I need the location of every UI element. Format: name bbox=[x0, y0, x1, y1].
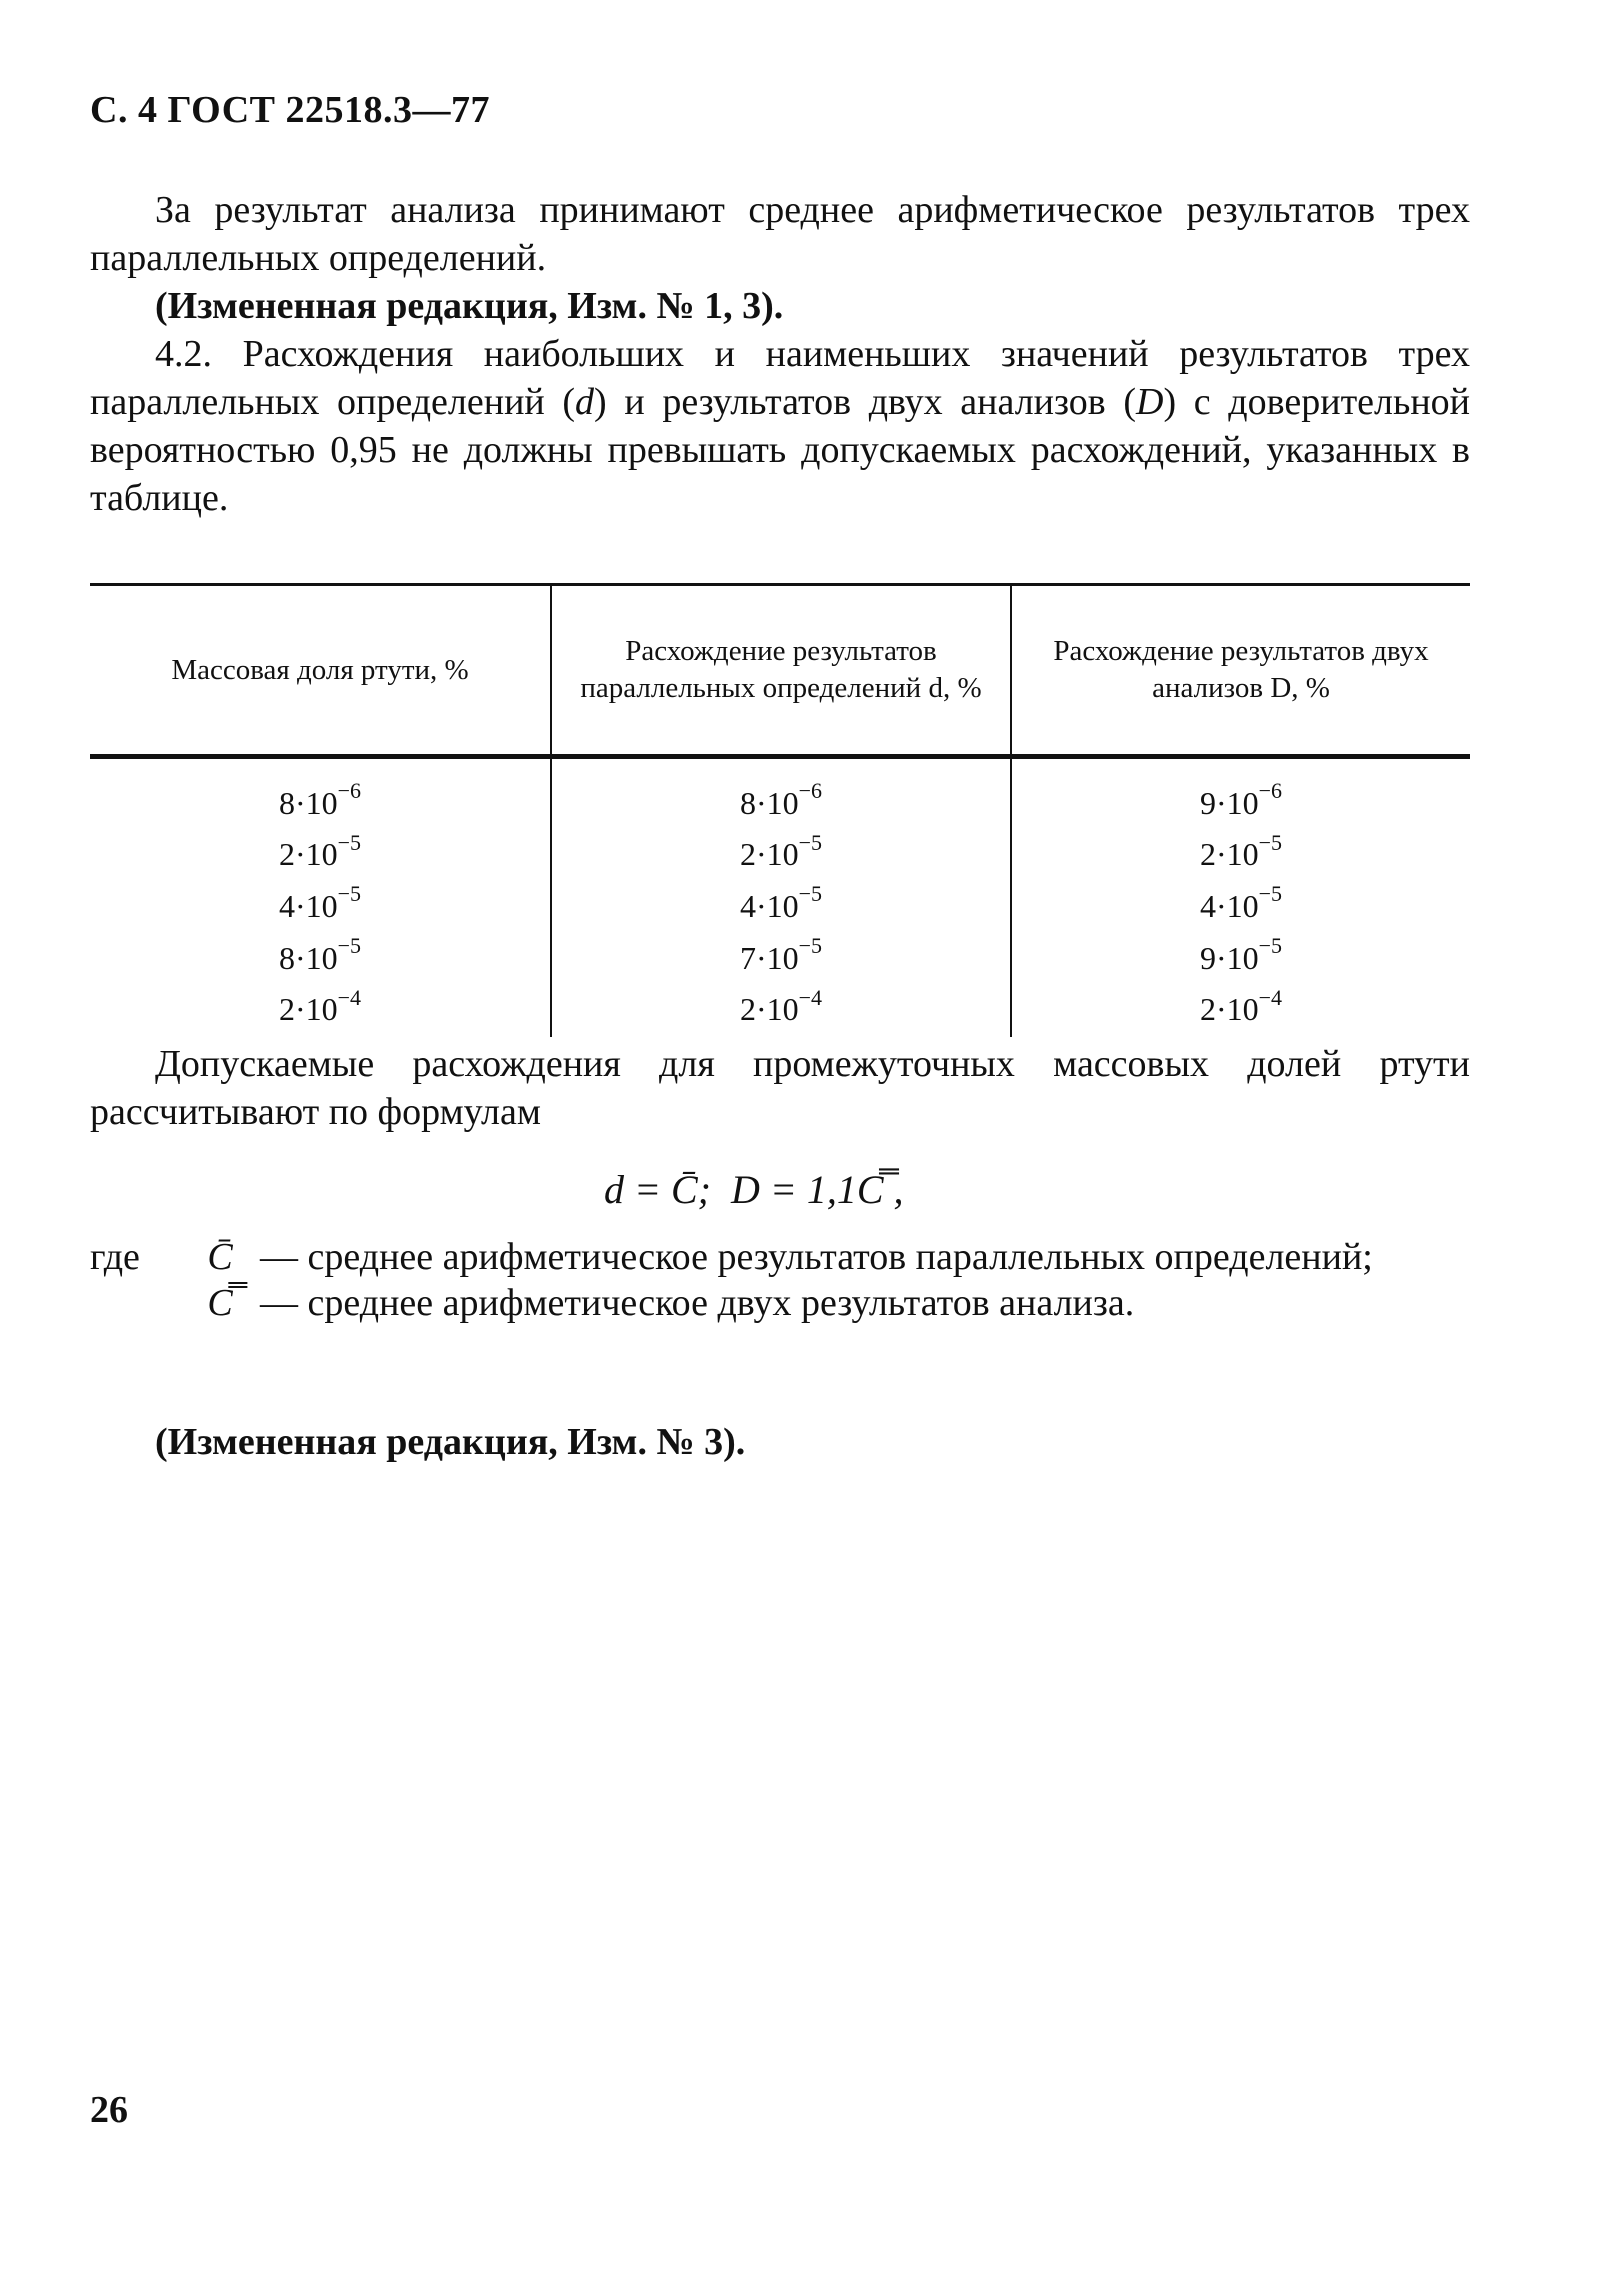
clause-4-2 bbox=[90, 330, 1470, 522]
mantissa: 9·10 bbox=[1199, 939, 1259, 976]
table-row bbox=[90, 757, 1470, 825]
table-row bbox=[90, 980, 1470, 1038]
exponent: −5 bbox=[1258, 829, 1283, 855]
table-cell bbox=[1011, 876, 1470, 928]
table-cell bbox=[1011, 980, 1470, 1038]
result-paragraph-block bbox=[90, 186, 1470, 522]
table-cell bbox=[1011, 928, 1470, 980]
symbol-D: D bbox=[1136, 381, 1164, 423]
definition-symbol: C̿ bbox=[207, 1282, 233, 1324]
table-cell bbox=[90, 757, 551, 825]
exponent: −4 bbox=[337, 984, 362, 1010]
scientific-value bbox=[739, 778, 823, 821]
table-header-row bbox=[90, 585, 1470, 757]
mantissa: 4·10 bbox=[739, 887, 799, 924]
exponent: −5 bbox=[337, 932, 362, 958]
header-mass-fraction: Массовая доля ртути, % bbox=[90, 585, 551, 757]
mantissa: 2·10 bbox=[278, 991, 338, 1028]
scientific-value bbox=[1199, 984, 1283, 1028]
exponent: −5 bbox=[337, 829, 362, 855]
exponent: −4 bbox=[1258, 984, 1283, 1010]
scientific-value bbox=[1199, 932, 1283, 976]
mantissa: 8·10 bbox=[739, 784, 799, 821]
mantissa: 4·10 bbox=[1199, 887, 1259, 924]
mantissa: 2·10 bbox=[278, 836, 338, 873]
header-analysis-discrepancy: Расхождение результатов двух анализов D, % bbox=[1011, 585, 1470, 757]
table-cell bbox=[1011, 825, 1470, 877]
definitions bbox=[90, 1234, 1470, 1326]
table-cell bbox=[90, 876, 551, 928]
scientific-value bbox=[278, 881, 362, 924]
table-cell bbox=[551, 757, 1011, 825]
table-cell bbox=[1011, 757, 1470, 825]
definition-item bbox=[90, 1234, 1470, 1280]
scientific-value bbox=[1199, 881, 1283, 924]
mantissa: 9·10 bbox=[1199, 784, 1259, 821]
header-parallel-discrepancy: Расхождение результатов параллельных определений d, % bbox=[551, 585, 1011, 757]
mantissa: 7·10 bbox=[739, 939, 799, 976]
exponent: −5 bbox=[337, 881, 362, 907]
table-cell bbox=[551, 928, 1011, 980]
scientific-value bbox=[278, 984, 362, 1028]
mantissa: 2·10 bbox=[739, 836, 799, 873]
table-cell bbox=[90, 980, 551, 1038]
exponent: −5 bbox=[1258, 932, 1283, 958]
exponent: −6 bbox=[1258, 778, 1283, 803]
mantissa: 8·10 bbox=[278, 784, 338, 821]
clause-4-2-part1: 4.2. Расхождения наибольших и наименьших значений результатов трех параллельных определений ( bbox=[90, 333, 1470, 423]
table-row bbox=[90, 825, 1470, 877]
scientific-value bbox=[739, 984, 823, 1028]
table-row bbox=[90, 876, 1470, 928]
exponent: −4 bbox=[798, 984, 823, 1010]
scientific-value bbox=[739, 932, 823, 976]
result-paragraph: За результат анализа принимают среднее арифметическое результатов трех параллельных определений. bbox=[90, 189, 1470, 279]
table-cell bbox=[551, 980, 1011, 1038]
table-cell bbox=[90, 928, 551, 980]
exponent: −5 bbox=[798, 829, 823, 855]
definition-text: — среднее арифметическое двух результатов анализа. bbox=[260, 1282, 1135, 1324]
scientific-value bbox=[739, 829, 823, 873]
table-cell bbox=[90, 825, 551, 877]
exponent: −5 bbox=[798, 881, 823, 907]
symbol-d: d bbox=[575, 381, 595, 423]
page-number: 26 bbox=[90, 2089, 128, 2131]
formula: d = C̄; D = 1,1C̿ , bbox=[604, 1167, 904, 1212]
scientific-value bbox=[739, 881, 823, 924]
definition-symbol: C̄ bbox=[207, 1236, 233, 1278]
tolerance-paragraph: Допускаемые расхождения для промежуточных массовых долей ртути рассчитывают по формулам bbox=[90, 1043, 1470, 1133]
exponent: −6 bbox=[798, 778, 823, 803]
definition-item bbox=[90, 1280, 1470, 1326]
definition-text: — среднее арифметическое результатов параллельных определений; bbox=[260, 1236, 1373, 1278]
table-cell bbox=[551, 876, 1011, 928]
table-cell bbox=[551, 825, 1011, 877]
exponent: −5 bbox=[798, 932, 823, 958]
mantissa: 2·10 bbox=[1199, 991, 1259, 1028]
exponent: −5 bbox=[1258, 881, 1283, 907]
scientific-value bbox=[1199, 829, 1283, 873]
mantissa: 2·10 bbox=[1199, 836, 1259, 873]
exponent: −6 bbox=[337, 778, 362, 803]
tolerance-table bbox=[90, 583, 1470, 1037]
where-label: где bbox=[90, 1236, 140, 1278]
clause-4-2-part2: ) и результатов двух анализов ( bbox=[594, 381, 1137, 423]
table-row bbox=[90, 928, 1470, 980]
scientific-value bbox=[278, 932, 362, 976]
mantissa: 2·10 bbox=[739, 991, 799, 1028]
scientific-value bbox=[278, 829, 362, 873]
clause-4-2-part3: ) с доверительной вероятностью 0,95 не должны превышать допускаемых расхождений, указанных в таблице. bbox=[90, 381, 1471, 519]
mantissa: 4·10 bbox=[278, 887, 338, 924]
mantissa: 8·10 bbox=[278, 939, 338, 976]
scientific-value bbox=[278, 778, 362, 821]
amendment-note-1: (Измененная редакция, Изм. № 1, 3). bbox=[155, 285, 784, 327]
amendment-note-2: (Измененная редакция, Изм. № 3). bbox=[155, 1421, 746, 1463]
page-header: С. 4 ГОСТ 22518.3—77 bbox=[90, 89, 490, 131]
table-body bbox=[90, 757, 1470, 1038]
scientific-value bbox=[1199, 778, 1283, 821]
